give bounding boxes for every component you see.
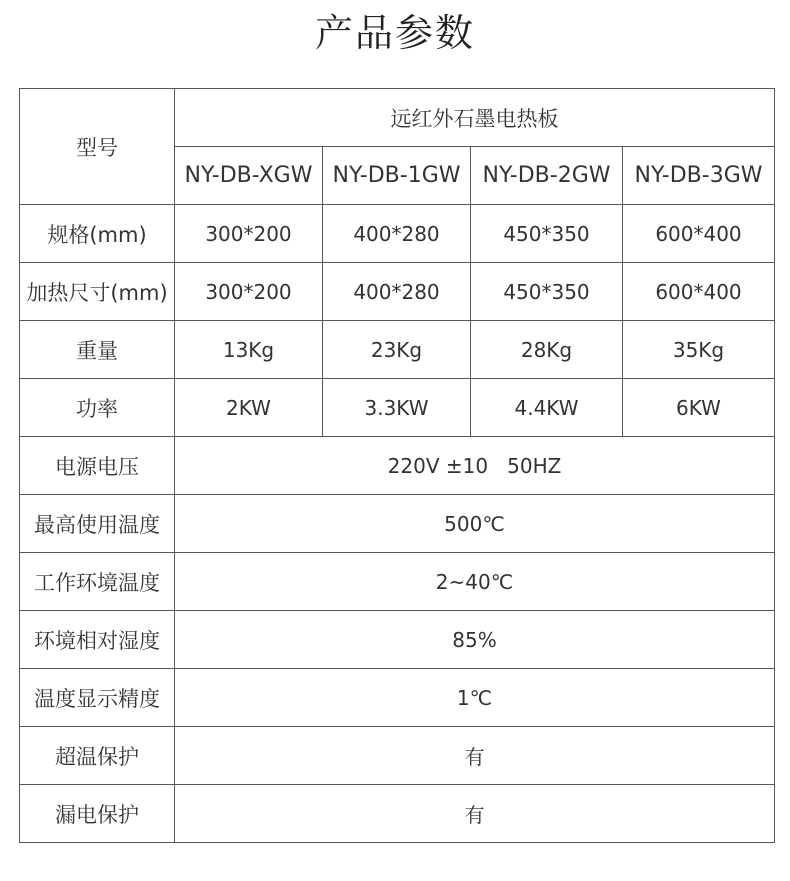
table-cell: 2KW: [175, 379, 323, 437]
table-cell: 6KW: [623, 379, 775, 437]
table-cell: 600*400: [623, 263, 775, 321]
table-cell: 有: [175, 785, 775, 843]
table-cell: 4.4KW: [471, 379, 623, 437]
table-cell: 28Kg: [471, 321, 623, 379]
model-cell: NY-DB-1GW: [323, 147, 471, 205]
page-title: 产品参数: [314, 11, 475, 55]
table-cell: 400*280: [323, 205, 471, 263]
spec-table: [19, 88, 775, 843]
model-header-cell: 型号: [20, 89, 175, 205]
table-row: [20, 611, 775, 669]
model-cell: NY-DB-2GW: [471, 147, 623, 205]
table-cell: 450*350: [471, 205, 623, 263]
table-cell: 3.3KW: [323, 379, 471, 437]
product-name-cell: 远红外石墨电热板: [175, 89, 775, 147]
table-row: [20, 669, 775, 727]
table-cell: 500℃: [175, 495, 775, 553]
table-cell: 23Kg: [323, 321, 471, 379]
table-cell: 13Kg: [175, 321, 323, 379]
table-cell: 300*200: [175, 263, 323, 321]
row-label: 超温保护: [20, 727, 175, 785]
table-row: [20, 727, 775, 785]
table-row: [20, 205, 775, 263]
table-row: [20, 553, 775, 611]
table-row: [20, 437, 775, 495]
table-cell: 35Kg: [623, 321, 775, 379]
table-cell: 有: [175, 727, 775, 785]
row-label: 最高使用温度: [20, 495, 175, 553]
row-label: 漏电保护: [20, 785, 175, 843]
table-cell: 85%: [175, 611, 775, 669]
row-label: 电源电压: [20, 437, 175, 495]
table-row: [20, 321, 775, 379]
table-row: [20, 785, 775, 843]
row-label: 规格(mm): [20, 205, 175, 263]
table-cell: 1℃: [175, 669, 775, 727]
row-label: 环境相对湿度: [20, 611, 175, 669]
row-label: 功率: [20, 379, 175, 437]
table-header-row: [20, 89, 775, 147]
table-row: [20, 495, 775, 553]
table-cell: 220V ±10 50HZ: [175, 437, 775, 495]
row-label: 重量: [20, 321, 175, 379]
table-cell: 400*280: [323, 263, 471, 321]
row-label: 工作环境温度: [20, 553, 175, 611]
model-cell: NY-DB-XGW: [175, 147, 323, 205]
table-row: [20, 379, 775, 437]
table-cell: 300*200: [175, 205, 323, 263]
table-cell: 450*350: [471, 263, 623, 321]
row-label: 加热尺寸(mm): [20, 263, 175, 321]
table-cell: 600*400: [623, 205, 775, 263]
row-label: 温度显示精度: [20, 669, 175, 727]
table-cell: 2~40℃: [175, 553, 775, 611]
table-row: [20, 263, 775, 321]
model-cell: NY-DB-3GW: [623, 147, 775, 205]
